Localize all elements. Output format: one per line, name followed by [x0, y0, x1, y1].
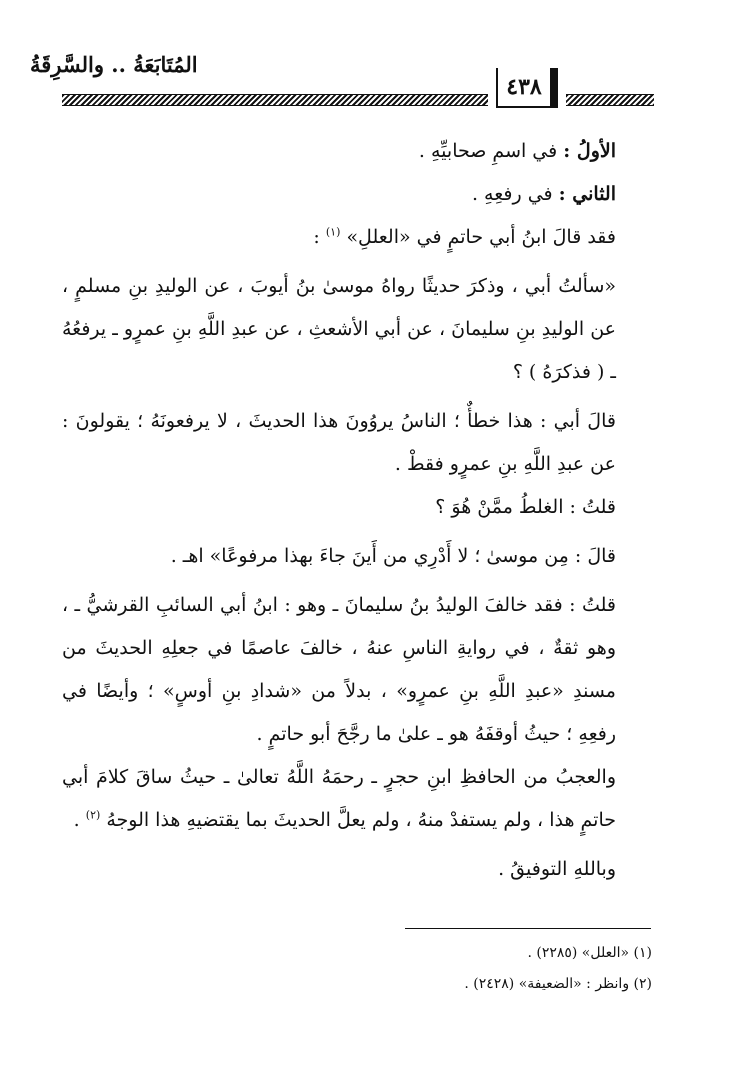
paragraph-answer: قالَ أبي : هذا خطأٌ ؛ الناسُ يروُونَ هذا الحديثَ ، لا يرفعونَهُ ؛ يقولونَ : عن عبدِ اللَّهِ بنِ عمرٍو فقطْ . — [62, 410, 616, 475]
header-rule-right — [566, 94, 654, 106]
text-first: في اسمِ صحابيِّهِ . — [418, 140, 564, 162]
paragraph-closing: وباللهِ التوفيقُ . — [498, 858, 616, 880]
intro-end: : — [313, 226, 326, 248]
footnote-ref-2: (٢) — [85, 808, 101, 822]
paragraph-intro — [62, 216, 652, 259]
wonder-end: . — [73, 809, 86, 831]
label-second: الثاني : — [558, 183, 616, 205]
header-rule-left — [62, 94, 488, 106]
footnote-2: (٢) وانظر : «الضعيفة» (٢٤٢٨) . — [464, 976, 652, 992]
paragraph-quote: «سألتُ أبي ، وذكرَ حديثًا رواهُ موسىٰ بنُ أيوبَ ، عن الوليدِ بنِ مسلمٍ ، عن الوليدِ بنِ سليمانَ ، عن أبي الأشعثِ ، عن عبدِ اللَّهِ بنِ عمرٍو ـ يرفعُهُ ـ ( فذكرَهُ ) ؟ — [62, 275, 616, 383]
body-text — [62, 130, 652, 891]
paragraph-question: قلتُ : الغلطُ ممَّنْ هُوَ ؟ — [435, 496, 616, 518]
text-second: في رفعِهِ . — [471, 183, 559, 205]
paragraph-wonder — [62, 756, 652, 842]
running-header-title: المُتَابَعَةُ .. والسَّرِقَةُ — [30, 52, 198, 77]
paragraph-reply: قالَ : مِن موسىٰ ؛ لا أَدْرِي من أَينَ جاءَ بهذا مرفوعًا» اهـ . — [170, 545, 616, 567]
footnote-ref-1: (١) — [325, 225, 341, 239]
footnote-separator — [405, 928, 651, 929]
paragraph-second — [62, 173, 652, 216]
label-first: الأولُ : — [563, 140, 616, 162]
footnote-1: (١) «العلل» (٢٢٨٥) . — [527, 945, 652, 961]
intro-text: فقد قالَ ابنُ أبي حاتمٍ في «العللِ» — [346, 226, 616, 248]
paragraph-first — [62, 130, 652, 173]
footnotes — [300, 938, 652, 1000]
wonder-text: والعجبُ من الحافظِ ابنِ حجرٍ ـ رحمَهُ اللَّهُ تعالىٰ ـ حيثُ ساقَ كلامَ أبي حاتمٍ هذا ، ولم يستفدْ منهُ ، ولم يعلَّ الحديثَ بما يقتضيهِ هذا الوجهُ — [62, 766, 616, 831]
paragraph-comment: قلتُ : فقد خالفَ الوليدُ بنُ سليمانَ ـ وهو : ابنُ أبي السائبِ القرشيُّ ـ ، وهو ثقةٌ ، في روايةِ الناسِ عنهُ ، خالفَ عاصمًا في جعلِهِ الحديثَ من مسندِ «عبدِ اللَّهِ بنِ عمرٍو» ، بدلاً من «شدادِ بنِ أوسٍ» ؛ وأيضًا في رفعِهِ ؛ حيثُ أوقفَهُ هو ـ علىٰ ما رجَّحَ أبو حاتمٍ . — [62, 594, 616, 745]
page-number: ٤٣٨ — [496, 68, 558, 108]
